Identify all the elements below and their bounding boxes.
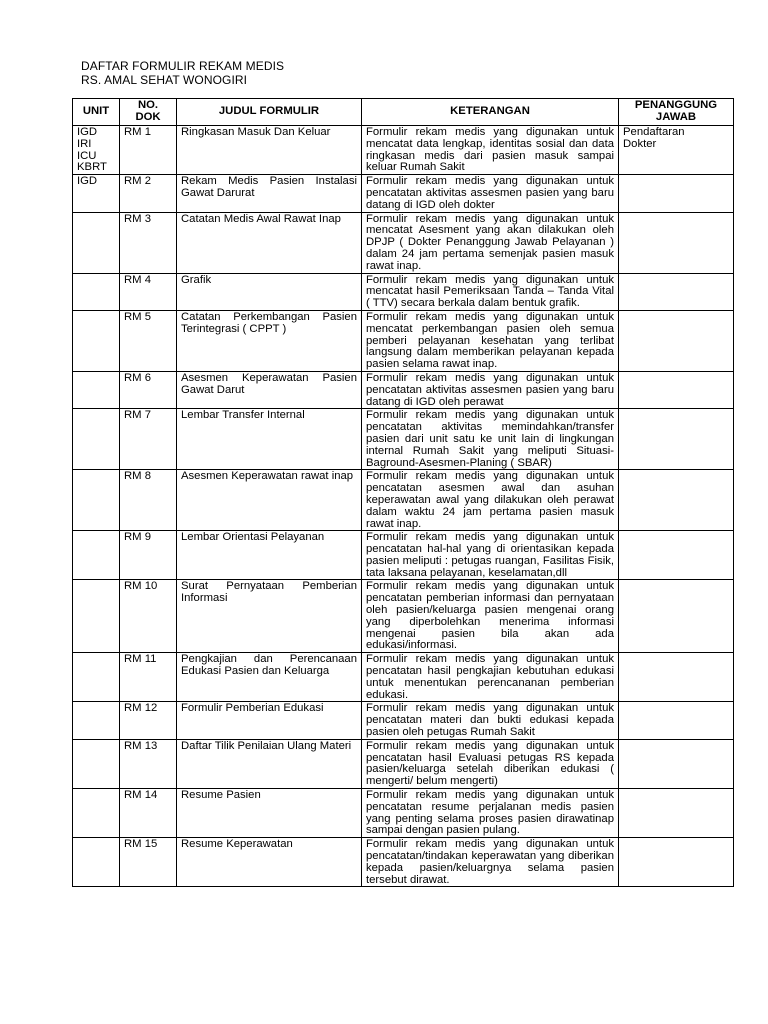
cell-unit: IGD IRI ICU KBRT [73,126,120,175]
table-row [73,212,734,273]
cell-unit [73,409,120,470]
cell-penanggung-jawab [619,470,734,531]
cell-penanggung-jawab [619,273,734,310]
cell-judul: Lembar Orientasi Pelayanan [177,531,362,580]
cell-penanggung-jawab [619,789,734,838]
cell-keterangan: Formulir rekam medis yang digunakan untuk pencatatan hasil Evaluasi petugas RS kepada pasien/keluarga setelah diberikan edukasi ( mengerti/ belum mengerti) [362,739,619,788]
col-header-judul: JUDUL FORMULIR [177,99,362,126]
cell-no-dok: RM 15 [120,838,177,887]
cell-unit [73,838,120,887]
document-header [81,60,284,87]
cell-keterangan: Formulir rekam medis yang digunakan untuk pencatatan aktivitas assesmen pasien yang baru datang di IGD oleh dokter [362,175,619,212]
cell-no-dok: RM 1 [120,126,177,175]
cell-unit [73,273,120,310]
table-row [73,273,734,310]
cell-keterangan: Formulir rekam medis yang digunakan untuk pencatatan hal-hal yang di orientasikan kepada pasien meliputi : petugas ruangan, Fasilitas Fisik, tata laksana pelayanan, keselamatan,dll [362,531,619,580]
cell-no-dok: RM 12 [120,702,177,739]
table-row [73,409,734,470]
col-header-unit: UNIT [73,99,120,126]
cell-unit [73,702,120,739]
cell-judul: Asesmen Keperawatan Pasien Gawat Darut [177,371,362,408]
cell-penanggung-jawab [619,371,734,408]
cell-keterangan: Formulir rekam medis yang digunakan untuk pencatatan aktivitas assesmen pasien yang baru datang di IGD oleh perawat [362,371,619,408]
cell-judul: Resume Pasien [177,789,362,838]
cell-penanggung-jawab [619,739,734,788]
cell-unit [73,580,120,653]
cell-judul: Surat Pernyataan Pemberian Informasi [177,580,362,653]
table-row [73,653,734,702]
cell-no-dok: RM 4 [120,273,177,310]
cell-no-dok: RM 2 [120,175,177,212]
table-row [73,175,734,212]
cell-no-dok: RM 8 [120,470,177,531]
cell-keterangan: Formulir rekam medis yang digunakan untuk pencatatan aktivitas memindahkan/transfer pasien dari unit satu ke unit lain di lingkungan internal Rumah Sakit yang meliputi Situasi-Baground-Asesmen-Planing ( SBAR) [362,409,619,470]
cell-keterangan: Formulir rekam medis yang digunakan untuk mencatat hasil Pemeriksaan Tanda – Tanda Vital ( TTV) secara berkala dalam bentuk grafik. [362,273,619,310]
table-row [73,310,734,371]
cell-judul: Rekam Medis Pasien Instalasi Gawat Darurat [177,175,362,212]
cell-penanggung-jawab: Pendaftaran Dokter [619,126,734,175]
table-row [73,371,734,408]
cell-penanggung-jawab [619,653,734,702]
cell-judul: Catatan Medis Awal Rawat Inap [177,212,362,273]
cell-penanggung-jawab [619,531,734,580]
cell-judul: Lembar Transfer Internal [177,409,362,470]
cell-unit [73,531,120,580]
table-row [73,470,734,531]
cell-no-dok: RM 6 [120,371,177,408]
cell-keterangan: Formulir rekam medis yang digunakan untuk pencatatan hasil pengkajian kebutuhan edukasi untuk menentukan perencananan pemberian edukasi. [362,653,619,702]
cell-no-dok: RM 11 [120,653,177,702]
document-title: DAFTAR FORMULIR REKAM MEDIS [81,59,285,73]
cell-keterangan: Formulir rekam medis yang digunakan untuk mencatat data lengkap, identitas sosial dan data ringkasan medis dari pasien masuk sampai keluar Rumah Sakit [362,126,619,175]
cell-unit [73,470,120,531]
cell-unit [73,653,120,702]
cell-unit [73,739,120,788]
cell-no-dok: RM 5 [120,310,177,371]
table-row [73,702,734,739]
cell-judul: Resume Keperawatan [177,838,362,887]
cell-no-dok: RM 3 [120,212,177,273]
table-row [73,531,734,580]
cell-judul: Catatan Perkembangan Pasien Terintegrasi ( CPPT ) [177,310,362,371]
cell-no-dok: RM 9 [120,531,177,580]
cell-no-dok: RM 7 [120,409,177,470]
cell-judul: Grafik [177,273,362,310]
cell-judul: Formulir Pemberian Edukasi [177,702,362,739]
cell-penanggung-jawab [619,838,734,887]
cell-no-dok: RM 14 [120,789,177,838]
table-row [73,580,734,653]
cell-penanggung-jawab [619,310,734,371]
table-row [73,838,734,887]
cell-keterangan: Formulir rekam medis yang digunakan untuk pencatatan materi dan bukti edukasi kepada pasien oleh petugas Rumah Sakit [362,702,619,739]
cell-judul: Pengkajian dan Perencanaan Edukasi Pasien dan Keluarga [177,653,362,702]
cell-penanggung-jawab [619,702,734,739]
cell-unit [73,212,120,273]
cell-unit: IGD [73,175,120,212]
cell-keterangan: Formulir rekam medis yang digunakan untuk pencatatan pemberian informasi dan pernyataan oleh pasien/keluarga pasien mengenai orang yang diperbolehkan menerima informasi mengenai pasien bila akan ada edukasi/informasi. [362,580,619,653]
cell-penanggung-jawab [619,409,734,470]
col-header-penanggung-jawab: PENANGGUNG JAWAB [619,99,734,126]
cell-unit [73,371,120,408]
table-row [73,739,734,788]
cell-no-dok: RM 13 [120,739,177,788]
table-row [73,126,734,175]
cell-penanggung-jawab [619,175,734,212]
col-header-keterangan: KETERANGAN [362,99,619,126]
hospital-name: RS. AMAL SEHAT WONOGIRI [81,72,248,87]
forms-table [72,98,734,887]
cell-penanggung-jawab [619,580,734,653]
table-body [73,126,734,887]
cell-judul: Daftar Tilik Penilaian Ulang Materi [177,739,362,788]
cell-keterangan: Formulir rekam medis yang digunakan untuk pencatatan asesmen awal dan asuhan keperawatan awal yang dilakukan oleh perawat dalam waktu 24 jam pertama pasien masuk rawat inap. [362,470,619,531]
table-row [73,789,734,838]
cell-penanggung-jawab [619,212,734,273]
cell-unit [73,789,120,838]
cell-keterangan: Formulir rekam medis yang digunakan untuk mencatat Asesment yang akan dilakukan oleh DPJP ( Dokter Penanggung Jawab Pelayanan ) dalam 24 jam pertama semenjak pasien masuk rawat inap. [362,212,619,273]
cell-no-dok: RM 10 [120,580,177,653]
cell-judul: Ringkasan Masuk Dan Keluar [177,126,362,175]
cell-keterangan: Formulir rekam medis yang digunakan untuk pencatatan resume perjalanan medis pasien yang penting selama proses pasien dirawatinap sampai dengan pasien pulang. [362,789,619,838]
cell-judul: Asesmen Keperawatan rawat inap [177,470,362,531]
cell-keterangan: Formulir rekam medis yang digunakan untuk pencatatan/tindakan keperawatan yang diberikan kepada pasien/keluargnya selama pasien tersebut dirawat. [362,838,619,887]
cell-keterangan: Formulir rekam medis yang digunakan untuk mencatat perkembangan pasien oleh semua pemberi pelayanan kesehatan yang terlibat langsung dalam memberikan pelayanan kepada pasien selama rawat inap. [362,310,619,371]
col-header-no-dok: NO. DOK [120,99,177,126]
table-header-row [73,99,734,126]
cell-unit [73,310,120,371]
